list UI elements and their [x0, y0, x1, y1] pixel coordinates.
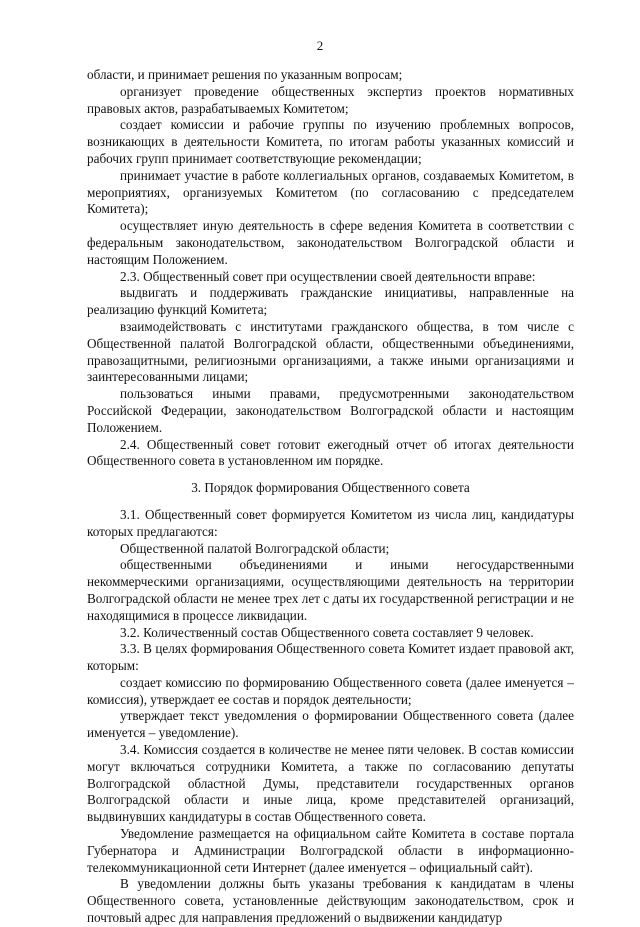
paragraph: 3.4. Комиссия создается в количестве не менее пяти человек. В состав комиссии могут включаться сотрудники Комитета, а также по согласованию депутаты Волгоградской областной Думы, представители государственных органов Волгоградской области и иные лица, кроме представителей организаций, выдвинувших кандидатуры в состав Общественного совета.	[87, 742, 574, 825]
paragraph: В уведомлении должны быть указаны требования к кандидатам в члены Общественного совета, установленные действующим законодательством, срок и почтовый адрес для направления предложений о выдвижении кандидатур	[87, 876, 574, 926]
paragraph: пользоваться иными правами, предусмотренными законодательством Российской Федерации, законодательством Волгоградской области и настоящим Положением.	[87, 386, 574, 435]
paragraph: создает комиссии и рабочие группы по изучению проблемных вопросов, возникающих в деятельности Комитета, по итогам работы указанных комиссий и рабочих групп принимает соответствующие рекомендации;	[87, 117, 574, 166]
page-number: 2	[316, 38, 324, 53]
paragraph: выдвигать и поддерживать гражданские инициативы, направленные на реализацию функций Комитета;	[87, 285, 574, 318]
paragraph: 3.3. В целях формирования Общественного совета Комитет издает правовой акт, которым:	[87, 641, 574, 674]
paragraph: 2.3. Общественный совет при осуществлении своей деятельности вправе:	[120, 268, 536, 284]
paragraph: осуществляет иную деятельность в сфере ведения Комитета в соответствии с федеральным законодательством, законодательством Волгоградской области и настоящим Положением.	[87, 218, 574, 267]
paragraph: принимает участие в работе коллегиальных органов, создаваемых Комитетом, в мероприятиях, организуемых Комитетом (по согласованию с председателем Комитета);	[87, 167, 574, 217]
paragraph: 3.1. Общественный совет формируется Комитетом из числа лиц, кандидатуры которых предлагаются:	[87, 506, 574, 539]
paragraph: Общественной палатой Волгоградской области;	[120, 540, 390, 556]
paragraph: общественными объединениями и иными негосударственными некоммерческими организациями, осуществляющими деятельность на территории Волгоградской области не менее трех лет с даты их государственной регистрации и не находящимися в процессе ликвидации.	[87, 557, 574, 623]
document-body	[87, 67, 574, 927]
paragraph: области, и принимает решения по указанным вопросам;	[87, 67, 403, 82]
paragraph: 2.4. Общественный совет готовит ежегодный отчет об итогах деятельности Общественного совета в установленном им порядке.	[87, 436, 574, 469]
paragraph: 3.2. Количественный состав Общественного совета составляет 9 человек.	[120, 624, 534, 640]
paragraph: утверждает текст уведомления о формировании Общественного совета (далее именуется – уведомление).	[87, 708, 574, 741]
paragraph: организует проведение общественных экспертиз проектов нормативных правовых актов, разрабатываемых Комитетом;	[87, 83, 574, 116]
paragraph: взаимодействовать с институтами гражданского общества, в том числе с Общественной палатой Волгоградской области, общественными объединениями, правозащитными, религиозными организациями, а также иными организациями и заинтересованными лицами;	[87, 318, 574, 385]
paragraph: Уведомление размещается на официальном сайте Комитета в составе портала Губернатора и Администрации Волгоградской области в информационно-телекоммуникационной сети Интернет (далее именуется – официальный сайт).	[87, 826, 574, 875]
section-heading: 3. Порядок формирования Общественного совета	[191, 480, 470, 496]
paragraph: создает комиссию по формированию Общественного совета (далее именуется – комиссия), утверждает ее состав и порядок деятельности;	[87, 674, 574, 707]
